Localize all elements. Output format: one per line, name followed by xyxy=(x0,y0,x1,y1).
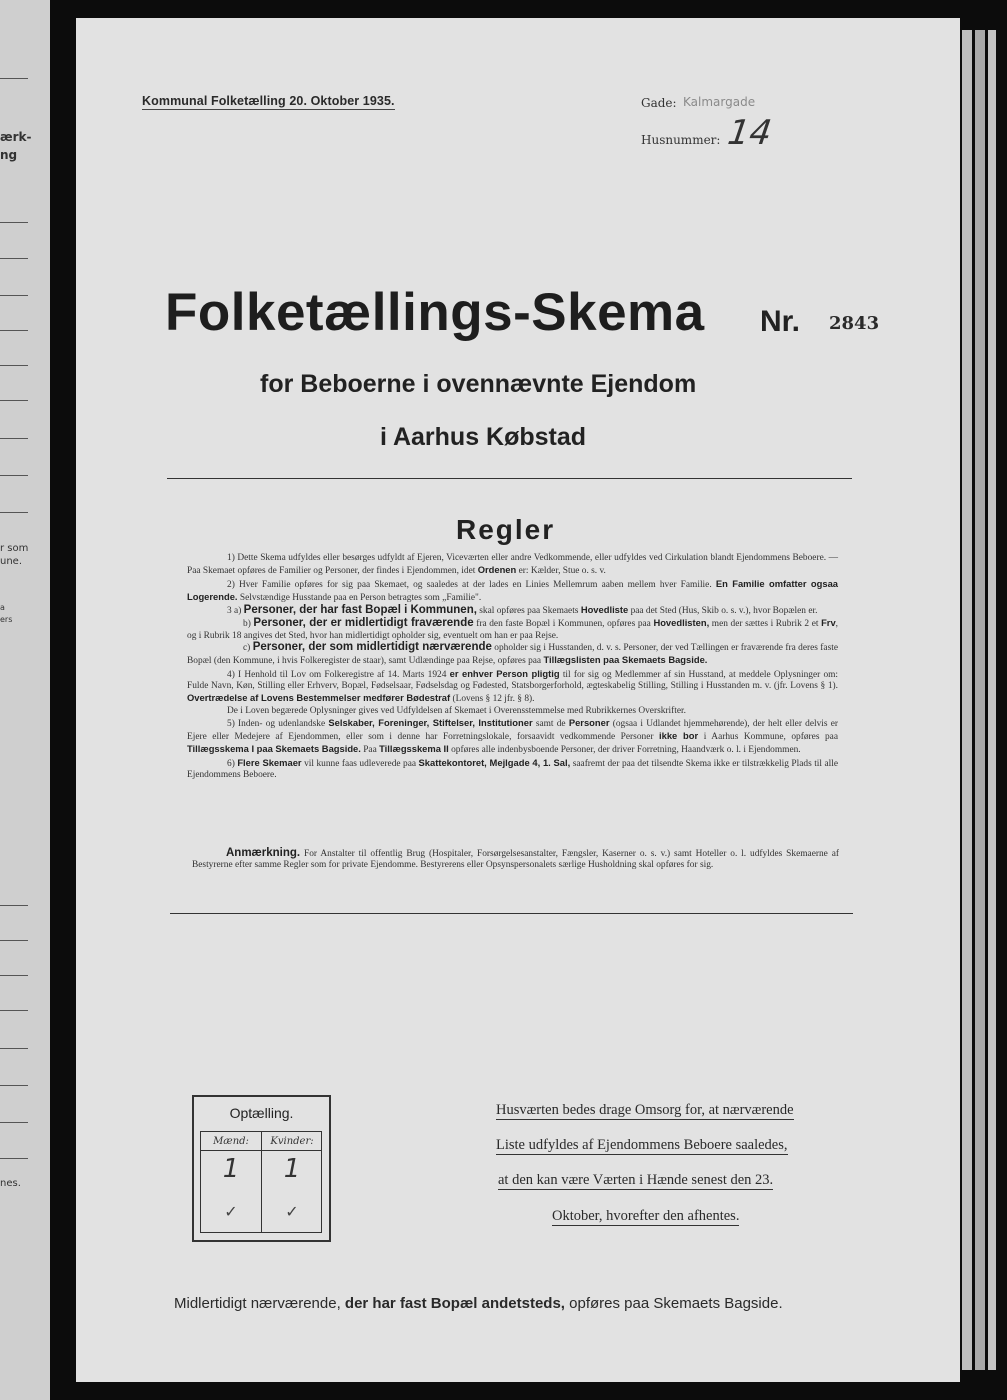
form-number-label: Nr. xyxy=(760,305,801,338)
men-check-mark: ✓ xyxy=(224,1202,238,1221)
rule-1: 1) Dette Skema udfyldes eller besørges udfyldt af Ejeren, Viceværten eller andre Vedkommende, eller udfyldes ved Cirkulation blandt Ejendommens Beboere. — Paa Skemaet opføres de Familier og Personer, der findes i Ejendommen, idet Ordenen er: Kælder, Stue o. s. v. xyxy=(187,553,838,577)
divider xyxy=(262,1150,322,1151)
tally-column-women xyxy=(261,1132,322,1232)
remark-paragraph xyxy=(192,848,839,872)
rule-4: 4) I Henhold til Lov om Folkeregistre af 14. Marts 1924 er enhver Person pligtig til for sig og Medlemmer af sin Husstand, at meddele Oplysninger om: Fulde Navn, Køn, Stilling eller Erhverv, Bopæl, Fødselsaar, Fødselsdag og Fødested, Statsborgerforhold, ægteskabelig Stilling, Stilling i Husstanden m. v. (jfr. Lovens § 1). Overtrædelse af Lovens Bestemmelser medfører Bødestraf (Lovens § 12 jfr. § 8). xyxy=(187,667,839,705)
ruled-line xyxy=(0,438,28,439)
men-count: 1 xyxy=(222,1154,240,1184)
page-stack-edge xyxy=(988,30,996,1370)
tally-table xyxy=(200,1131,322,1233)
left-page-fragment: ærk- xyxy=(0,130,32,144)
rule-4-note: De i Loven begærede Oplysninger gives ved Udfyldelsen af Skemaet i Overensstemmelse med Rubrikkernes Overskrifter. xyxy=(227,705,686,716)
rule-2: 2) Hver Familie opføres for sig paa Skemaet, og saaledes at der lades en Linies Mellemrum aaben mellem hver Familie. En Familie omfatter ogsaa Logerende. Selvstændige Husstande paa en Person betragtes som „Familie". xyxy=(187,577,838,603)
ruled-line xyxy=(0,222,28,223)
census-heading: Kommunal Folketælling 20. Oktober 1935. xyxy=(142,94,395,108)
women-check-mark: ✓ xyxy=(285,1202,299,1221)
ruled-line xyxy=(0,78,28,79)
left-page-fragment: nes. xyxy=(0,1178,21,1189)
page-stack-edge xyxy=(975,30,985,1370)
footer-instruction: Midlertidigt nærværende, der har fast Bopæl andetsteds, opføres paa Skemaets Bagside. xyxy=(174,1295,783,1312)
street-label: Gade: xyxy=(641,96,677,110)
notice-line: Oktober, hvorefter den afhentes. xyxy=(552,1208,740,1224)
ruled-line xyxy=(0,475,28,476)
rule-5: 5) Inden- og udenlandske Selskaber, Foreninger, Stiftelser, Institutioner samt de Personer (ogsaa i Udlandet hjemmehørende), der helt eller delvis er Ejere eller Medejere af Ejendommen, eller som i denne har Forretningslokale, forsaavidt vedkommende Personer ikke bor i Aarhus Kommune, opføres paa Tillægsskema I paa Skemaets Bagside. Paa Tillægsskema II opføres alle indenbysboende Personer, der driver Forretning, Haandværk o. l. i Ejendommen. xyxy=(187,716,839,756)
form-number-value: 2843 xyxy=(829,313,880,334)
rule-3c: c) Personer, der som midlertidigt nærværende opholder sig i Husstanden, d. v. s. Personer, der ved Tællingen er fraværende fra deres faste Bopæl (den Kommune, i hvis Folkeregister de staar), samt Udlændinge paa Rejse, opføres paa Tillægslisten paa Skemaets Bagside. xyxy=(187,641,838,667)
page-stack-edge xyxy=(962,30,972,1370)
remark-label: Anmærkning. xyxy=(226,847,301,859)
divider xyxy=(167,478,852,479)
women-label: Kvinder: xyxy=(270,1136,314,1147)
men-label: Mænd: xyxy=(213,1136,249,1147)
notice-line: Husværten bedes drage Omsorg for, at nærværende xyxy=(496,1102,794,1118)
form-subtitle-location: i Aarhus Købstad xyxy=(380,423,587,451)
ruled-line xyxy=(0,330,28,331)
left-page-fragment: une. xyxy=(0,556,23,567)
notice-line: Liste udfyldes af Ejendommens Beboere saaledes, xyxy=(496,1137,788,1153)
adjacent-page-edge xyxy=(0,0,50,1400)
divider xyxy=(201,1150,261,1151)
tally-title: Optælling. xyxy=(229,1105,294,1121)
women-count: 1 xyxy=(283,1154,301,1184)
remark-text: For Anstalter til offentlig Brug (Hospitaler, Forsørgelsesanstalter, Fængsler, Kaserner o. s. v.) samt Hoteller o. l. udfyldes Skemaerne af Bestyrerne efter samme Regler som for private Ejendomme. Bestyrerens eller Opsynspersonalets særlige Husholdning skal opføres for sig. xyxy=(192,849,839,871)
rule-3b: b) Personer, der er midlertidigt fraværende fra den faste Bopæl i Kommunen, opføres paa Hovedlisten, men der sættes i Rubrik 2 et Frv, og i Rubrik 18 angives det Sted, hvor han midlertidigt opholder sig, eventuelt om han er paa Rejse. xyxy=(187,617,839,641)
ruled-line xyxy=(0,365,28,366)
ruled-line xyxy=(0,905,28,906)
divider xyxy=(170,913,853,914)
house-number-label: Husnummer: xyxy=(641,133,721,147)
rule-6: 6) Flere Skemaer vil kunne faas udleverede paa Skattekontoret, Mejlgade 4, 1. Sal, saafremt der paa det tilsendte Skema ikke er tilstrækkelig Plads til alle Ejendommens Beboere. xyxy=(187,756,839,781)
ruled-line xyxy=(0,1085,28,1086)
ruled-line xyxy=(0,1048,28,1049)
form-title: Folketællings-Skema xyxy=(165,283,705,342)
ruled-line xyxy=(0,512,28,513)
ruled-line xyxy=(0,975,28,976)
tally-column-men xyxy=(201,1132,261,1232)
ruled-line xyxy=(0,1010,28,1011)
ruled-line xyxy=(0,1122,28,1123)
rule-3a: 3 a) Personer, der har fast Bopæl i Kommunen, skal opføres paa Skemaets Hovedliste paa det Sted (Hus, Skib o. s. v.), hvor Bopælen er. xyxy=(227,604,818,617)
rules-heading: Regler xyxy=(456,514,556,545)
left-page-fragment: a xyxy=(0,603,5,612)
rules-text xyxy=(187,553,838,781)
left-page-fragment: r som xyxy=(0,543,29,554)
form-subtitle: for Beboerne i ovennævnte Ejendom xyxy=(260,370,697,398)
tally-box xyxy=(192,1095,331,1242)
ruled-line xyxy=(0,1158,28,1159)
left-page-fragment: ng xyxy=(0,148,18,162)
notice-line: at den kan være Værten i Hænde senest den 23. xyxy=(498,1172,774,1188)
ruled-line xyxy=(0,295,28,296)
ruled-line xyxy=(0,400,28,401)
street-value: Kalmargade xyxy=(683,95,756,109)
ruled-line xyxy=(0,940,28,941)
left-page-fragment: ers xyxy=(0,615,13,624)
ruled-line xyxy=(0,258,28,259)
house-number-value: 14 xyxy=(725,113,775,153)
